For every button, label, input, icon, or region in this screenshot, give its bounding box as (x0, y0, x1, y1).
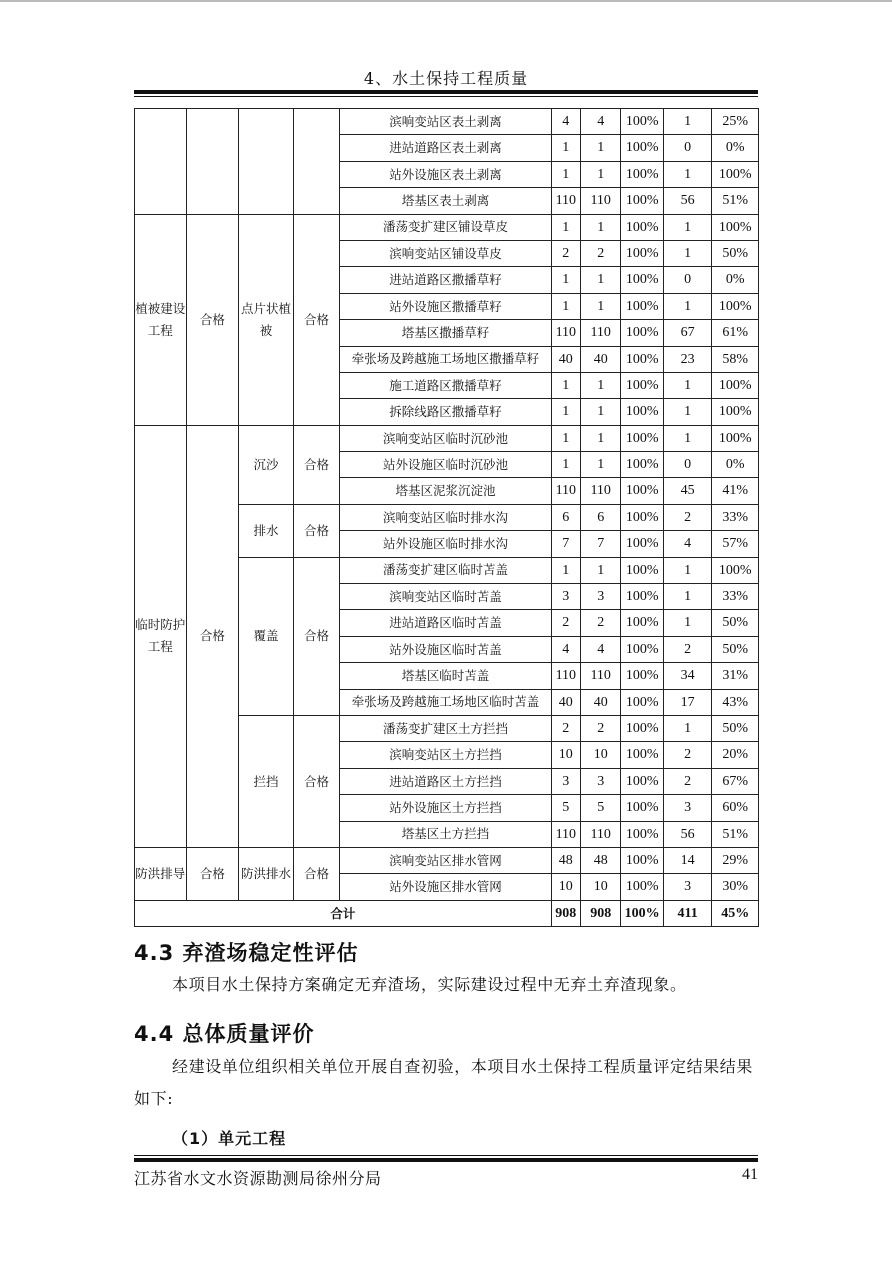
cell-excellent-rate: 100% (712, 425, 759, 451)
cell-pass-rate: 100% (621, 135, 663, 161)
cell-project-name: 植被建设工程 (135, 214, 187, 425)
cell-assessed-count: 1 (580, 293, 620, 319)
cell-assessed-count: 4 (580, 636, 620, 662)
cell-excellent-rate: 61% (712, 320, 759, 346)
cell-pass-rate: 100% (621, 689, 663, 715)
cell-unit-count: 3 (551, 768, 580, 794)
cell-unit-count: 40 (551, 346, 580, 372)
cell-excellent-count: 1 (663, 109, 712, 135)
cell-excellent-rate: 67% (712, 768, 759, 794)
cell-excellent-rate: 0% (712, 267, 759, 293)
cell-pass-rate: 100% (621, 742, 663, 768)
cell-assessed-count: 1 (580, 557, 620, 583)
cell-pass-rate: 100% (621, 768, 663, 794)
cell-pass-rate: 100% (621, 293, 663, 319)
cell-item-name: 站外设施区临时苫盖 (340, 636, 551, 662)
cell-pass-rate: 100% (621, 372, 663, 398)
cell-unit-grade: 合格 (293, 847, 340, 900)
cell-assessed-count: 10 (580, 874, 620, 900)
cell-pass-rate: 100% (621, 636, 663, 662)
cell-pass-rate: 100% (621, 874, 663, 900)
cell-assessed-count: 110 (580, 478, 620, 504)
cell-unit-grade: 合格 (293, 425, 340, 504)
cell-unit-count: 110 (551, 188, 580, 214)
cell-pass-rate: 100% (621, 795, 663, 821)
cell-excellent-rate: 25% (712, 109, 759, 135)
cell-assessed-count: 110 (580, 821, 620, 847)
cell-excellent-rate: 57% (712, 531, 759, 557)
cell-excellent-rate: 30% (712, 874, 759, 900)
cell-excellent-rate: 50% (712, 240, 759, 266)
cell-assessed-count: 2 (580, 240, 620, 266)
cell-excellent-count: 1 (663, 584, 712, 610)
section-4-4-heading: 4.4 总体质量评价 (134, 1022, 315, 1046)
cell-unit-name: 点片状植被 (239, 214, 294, 425)
cell-excellent-count: 1 (663, 425, 712, 451)
cell-excellent-count: 3 (663, 795, 712, 821)
cell-excellent-count: 45 (663, 478, 712, 504)
cell-total-unit-count: 908 (551, 900, 580, 926)
cell-item-name: 塔基区土方拦挡 (340, 821, 551, 847)
cell-assessed-count: 4 (580, 109, 620, 135)
quality-assessment-table (134, 108, 759, 927)
cell-unit-count: 110 (551, 320, 580, 346)
cell-excellent-rate: 43% (712, 689, 759, 715)
cell-unit-name: 排水 (239, 504, 294, 557)
cell-assessed-count: 1 (580, 372, 620, 398)
cell-continued-blank (239, 109, 294, 215)
cell-pass-rate: 100% (621, 557, 663, 583)
cell-pass-rate: 100% (621, 320, 663, 346)
cell-pass-rate: 100% (621, 663, 663, 689)
cell-item-name: 进站道路区临时苫盖 (340, 610, 551, 636)
cell-unit-count: 1 (551, 135, 580, 161)
cell-pass-rate: 100% (621, 240, 663, 266)
cell-assessed-count: 1 (580, 214, 620, 240)
cell-item-name: 滨响变站区临时苫盖 (340, 584, 551, 610)
cell-excellent-rate: 33% (712, 584, 759, 610)
table-row (135, 425, 759, 451)
cell-excellent-count: 0 (663, 267, 712, 293)
cell-item-name: 站外设施区临时排水沟 (340, 531, 551, 557)
cell-item-name: 站外设施区临时沉砂池 (340, 452, 551, 478)
cell-assessed-count: 1 (580, 161, 620, 187)
cell-pass-rate: 100% (621, 478, 663, 504)
cell-excellent-count: 2 (663, 636, 712, 662)
cell-unit-count: 2 (551, 715, 580, 741)
cell-item-name: 站外设施区排水管网 (340, 874, 551, 900)
cell-excellent-rate: 41% (712, 478, 759, 504)
cell-excellent-rate: 33% (712, 504, 759, 530)
cell-excellent-count: 0 (663, 452, 712, 478)
cell-total-pass-rate: 100% (621, 900, 663, 926)
cell-continued-blank (186, 109, 239, 215)
cell-unit-count: 110 (551, 478, 580, 504)
header-rule-thin (134, 96, 758, 97)
cell-pass-rate: 100% (621, 610, 663, 636)
cell-project-name: 临时防护工程 (135, 425, 187, 847)
cell-total-excellent: 411 (663, 900, 712, 926)
cell-excellent-count: 1 (663, 214, 712, 240)
cell-excellent-count: 23 (663, 346, 712, 372)
cell-unit-grade: 合格 (293, 504, 340, 557)
cell-item-name: 滨响变站区排水管网 (340, 847, 551, 873)
cell-excellent-rate: 50% (712, 610, 759, 636)
cell-unit-count: 110 (551, 663, 580, 689)
cell-assessed-count: 10 (580, 742, 620, 768)
section-4-4-paragraph: 经建设单位组织相关单位开展自查初验，本项目水土保持工程质量评定结果结果如下: (134, 1057, 754, 1108)
cell-pass-rate: 100% (621, 452, 663, 478)
cell-item-name: 塔基区表土剥离 (340, 188, 551, 214)
cell-pass-rate: 100% (621, 399, 663, 425)
cell-pass-rate: 100% (621, 346, 663, 372)
cell-excellent-count: 56 (663, 188, 712, 214)
cell-excellent-count: 1 (663, 557, 712, 583)
cell-unit-name: 覆盖 (239, 557, 294, 715)
cell-excellent-rate: 100% (712, 399, 759, 425)
cell-assessed-count: 48 (580, 847, 620, 873)
cell-unit-count: 1 (551, 214, 580, 240)
cell-item-name: 滨响变站区临时沉砂池 (340, 425, 551, 451)
cell-excellent-rate: 29% (712, 847, 759, 873)
cell-unit-grade: 合格 (293, 715, 340, 847)
cell-assessed-count: 40 (580, 689, 620, 715)
cell-item-name: 塔基区临时苫盖 (340, 663, 551, 689)
cell-unit-count: 48 (551, 847, 580, 873)
cell-item-name: 塔基区撒播草籽 (340, 320, 551, 346)
table-row (135, 214, 759, 240)
cell-excellent-rate: 100% (712, 372, 759, 398)
cell-assessed-count: 7 (580, 531, 620, 557)
cell-excellent-rate: 50% (712, 636, 759, 662)
cell-pass-rate: 100% (621, 267, 663, 293)
cell-unit-count: 2 (551, 240, 580, 266)
cell-excellent-rate: 51% (712, 188, 759, 214)
cell-unit-count: 4 (551, 636, 580, 662)
table-row (135, 847, 759, 873)
cell-unit-grade: 合格 (293, 214, 340, 425)
cell-excellent-count: 2 (663, 504, 712, 530)
cell-excellent-count: 56 (663, 821, 712, 847)
cell-unit-count: 1 (551, 372, 580, 398)
cell-excellent-rate: 51% (712, 821, 759, 847)
subheading-unit-engineering: （1）单元工程 (172, 1129, 287, 1148)
cell-item-name: 站外设施区土方拦挡 (340, 795, 551, 821)
section-4-3-paragraph: 本项目水土保持方案确定无弃渣场，实际建设过程中无弃土弃渣现象。 (172, 975, 687, 994)
cell-item-name: 潘荡变扩建区铺设草皮 (340, 214, 551, 240)
page-number: 41 (742, 1166, 758, 1183)
cell-excellent-count: 1 (663, 715, 712, 741)
cell-assessed-count: 5 (580, 795, 620, 821)
cell-excellent-count: 4 (663, 531, 712, 557)
cell-excellent-rate: 20% (712, 742, 759, 768)
cell-unit-count: 6 (551, 504, 580, 530)
cell-pass-rate: 100% (621, 821, 663, 847)
cell-assessed-count: 6 (580, 504, 620, 530)
cell-assessed-count: 1 (580, 135, 620, 161)
top-border (0, 0, 892, 2)
table-total-row (135, 900, 759, 926)
cell-assessed-count: 3 (580, 584, 620, 610)
cell-assessed-count: 1 (580, 425, 620, 451)
cell-excellent-rate: 100% (712, 557, 759, 583)
cell-item-name: 站外设施区表土剥离 (340, 161, 551, 187)
cell-pass-rate: 100% (621, 188, 663, 214)
cell-assessed-count: 110 (580, 188, 620, 214)
cell-assessed-count: 110 (580, 320, 620, 346)
cell-unit-name: 防洪排水 (239, 847, 294, 900)
cell-excellent-count: 1 (663, 161, 712, 187)
cell-unit-count: 2 (551, 610, 580, 636)
table-row (135, 109, 759, 135)
cell-item-name: 潘荡变扩建区临时苫盖 (340, 557, 551, 583)
cell-item-name: 滨响变站区铺设草皮 (340, 240, 551, 266)
cell-unit-name: 拦挡 (239, 715, 294, 847)
footer-rule-thick (134, 1158, 758, 1162)
cell-excellent-rate: 100% (712, 161, 759, 187)
cell-excellent-count: 1 (663, 293, 712, 319)
header-rule-thick (134, 90, 758, 94)
cell-unit-count: 5 (551, 795, 580, 821)
cell-assessed-count: 40 (580, 346, 620, 372)
cell-unit-count: 1 (551, 267, 580, 293)
cell-project-name: 防洪排导 (135, 847, 187, 900)
cell-unit-count: 1 (551, 425, 580, 451)
cell-assessed-count: 2 (580, 610, 620, 636)
cell-unit-count: 40 (551, 689, 580, 715)
cell-assessed-count: 110 (580, 663, 620, 689)
cell-unit-grade: 合格 (293, 557, 340, 715)
cell-assessed-count: 3 (580, 768, 620, 794)
footer-organization: 江苏省水文水资源勘测局徐州分局 (134, 1169, 382, 1188)
cell-project-grade: 合格 (186, 425, 239, 847)
cell-excellent-rate: 100% (712, 293, 759, 319)
cell-unit-count: 1 (551, 293, 580, 319)
cell-item-name: 滨响变站区临时排水沟 (340, 504, 551, 530)
cell-item-name: 滨响变站区表土剥离 (340, 109, 551, 135)
cell-item-name: 塔基区泥浆沉淀池 (340, 478, 551, 504)
cell-excellent-rate: 0% (712, 452, 759, 478)
cell-total-label: 合计 (135, 900, 552, 926)
cell-unit-count: 4 (551, 109, 580, 135)
cell-project-grade: 合格 (186, 847, 239, 900)
cell-excellent-count: 14 (663, 847, 712, 873)
cell-item-name: 牵张场及跨越施工场地区撒播草籽 (340, 346, 551, 372)
cell-pass-rate: 100% (621, 715, 663, 741)
cell-excellent-rate: 50% (712, 715, 759, 741)
cell-pass-rate: 100% (621, 847, 663, 873)
cell-excellent-count: 1 (663, 399, 712, 425)
cell-unit-count: 7 (551, 531, 580, 557)
cell-unit-count: 1 (551, 399, 580, 425)
cell-unit-count: 10 (551, 742, 580, 768)
cell-item-name: 滨响变站区土方拦挡 (340, 742, 551, 768)
cell-unit-count: 3 (551, 584, 580, 610)
cell-unit-count: 110 (551, 821, 580, 847)
cell-item-name: 施工道路区撒播草籽 (340, 372, 551, 398)
cell-excellent-rate: 58% (712, 346, 759, 372)
cell-unit-count: 1 (551, 452, 580, 478)
cell-total-excellent-rate: 45% (712, 900, 759, 926)
cell-unit-count: 10 (551, 874, 580, 900)
cell-excellent-rate: 31% (712, 663, 759, 689)
cell-continued-blank (135, 109, 187, 215)
cell-pass-rate: 100% (621, 214, 663, 240)
cell-unit-count: 1 (551, 161, 580, 187)
cell-excellent-count: 17 (663, 689, 712, 715)
cell-item-name: 潘荡变扩建区土方拦挡 (340, 715, 551, 741)
cell-excellent-count: 2 (663, 768, 712, 794)
cell-pass-rate: 100% (621, 584, 663, 610)
cell-item-name: 站外设施区撒播草籽 (340, 293, 551, 319)
cell-total-assessed: 908 (580, 900, 620, 926)
footer-rule-thin (134, 1155, 758, 1156)
cell-excellent-count: 34 (663, 663, 712, 689)
section-4-3-heading: 4.3 弃渣场稳定性评估 (134, 941, 359, 965)
cell-excellent-rate: 100% (712, 214, 759, 240)
cell-pass-rate: 100% (621, 161, 663, 187)
cell-excellent-count: 0 (663, 135, 712, 161)
cell-item-name: 进站道路区表土剥离 (340, 135, 551, 161)
cell-item-name: 进站道路区撒播草籽 (340, 267, 551, 293)
cell-pass-rate: 100% (621, 109, 663, 135)
cell-item-name: 进站道路区土方拦挡 (340, 768, 551, 794)
cell-excellent-rate: 0% (712, 135, 759, 161)
cell-assessed-count: 1 (580, 452, 620, 478)
cell-item-name: 拆除线路区撒播草籽 (340, 399, 551, 425)
cell-continued-blank (293, 109, 340, 215)
cell-assessed-count: 1 (580, 267, 620, 293)
cell-excellent-rate: 60% (712, 795, 759, 821)
cell-item-name: 牵张场及跨越施工场地区临时苫盖 (340, 689, 551, 715)
cell-excellent-count: 1 (663, 240, 712, 266)
cell-pass-rate: 100% (621, 425, 663, 451)
cell-excellent-count: 2 (663, 742, 712, 768)
cell-project-grade: 合格 (186, 214, 239, 425)
cell-pass-rate: 100% (621, 531, 663, 557)
cell-pass-rate: 100% (621, 504, 663, 530)
cell-excellent-count: 1 (663, 610, 712, 636)
cell-assessed-count: 2 (580, 715, 620, 741)
cell-excellent-count: 1 (663, 372, 712, 398)
cell-assessed-count: 1 (580, 399, 620, 425)
cell-unit-count: 1 (551, 557, 580, 583)
cell-excellent-count: 67 (663, 320, 712, 346)
cell-excellent-count: 3 (663, 874, 712, 900)
running-header: 4、水土保持工程质量 (363, 69, 529, 88)
cell-unit-name: 沉沙 (239, 425, 294, 504)
